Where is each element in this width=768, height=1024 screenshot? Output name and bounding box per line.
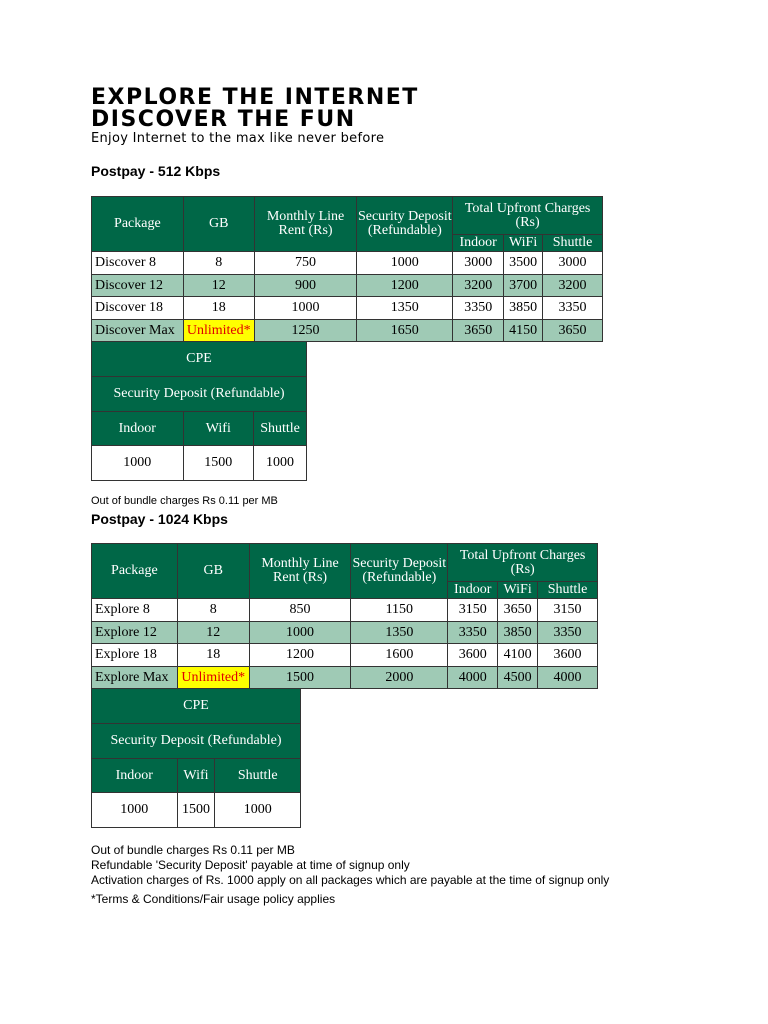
cell-package: Explore 8 <box>92 599 178 622</box>
col-header-indoor: Indoor <box>453 235 504 252</box>
table-row <box>92 599 598 622</box>
cpe-title: CPE <box>92 689 301 724</box>
col-header-gb: GB <box>183 197 254 252</box>
cell-gb: 8 <box>183 252 254 275</box>
cell-package: Discover 12 <box>92 275 184 297</box>
cell-gb: 12 <box>183 275 254 297</box>
cell-deposit: 1150 <box>351 599 448 622</box>
cell-package: Explore 18 <box>92 644 178 667</box>
footer-note-deposit: Refundable 'Security Deposit' payable at time of signup only <box>91 858 410 872</box>
cpe-table-1024 <box>91 688 301 828</box>
section-title-512: Postpay - 512 Kbps <box>91 163 221 179</box>
cell-package: Explore 12 <box>92 622 178 644</box>
cell-rent: 750 <box>254 252 357 275</box>
cell-deposit: 1200 <box>357 275 453 297</box>
cell-package: Discover 18 <box>92 297 184 320</box>
cpe-header-indoor: Indoor <box>92 759 178 793</box>
cpe-header-wifi: Wifi <box>177 759 215 793</box>
table-row <box>92 275 603 297</box>
headline-discover: DISCOVER THE FUN <box>91 107 356 132</box>
cell-indoor: 3650 <box>453 320 504 342</box>
cell-deposit: 2000 <box>351 667 448 689</box>
cell-deposit: 1600 <box>351 644 448 667</box>
cell-deposit: 1350 <box>351 622 448 644</box>
table-row <box>92 297 603 320</box>
cell-deposit: 1350 <box>357 297 453 320</box>
cell-shuttle: 3350 <box>543 297 603 320</box>
cpe-table-512 <box>91 341 307 481</box>
cpe-header-indoor: Indoor <box>92 412 184 446</box>
cell-indoor: 4000 <box>448 667 498 689</box>
cpe-value-wifi: 1500 <box>177 793 215 828</box>
table-row <box>92 252 603 275</box>
cell-indoor: 3600 <box>448 644 498 667</box>
table-row <box>92 667 598 689</box>
cell-shuttle: 3650 <box>543 320 603 342</box>
cpe-header-wifi: Wifi <box>183 412 254 446</box>
cpe-deposit-header: Security Deposit (Refundable) <box>92 377 307 412</box>
col-header-upfront: Total Upfront Charges (Rs) <box>453 197 603 235</box>
cell-wifi: 4100 <box>498 644 538 667</box>
cell-deposit: 1000 <box>357 252 453 275</box>
tagline: Enjoy Internet to the max like never before <box>91 131 385 146</box>
cell-gb-unlimited: Unlimited* <box>177 667 249 689</box>
col-header-shuttle: Shuttle <box>543 235 603 252</box>
cpe-value-shuttle: 1000 <box>254 446 307 481</box>
cell-gb: 12 <box>177 622 249 644</box>
col-header-shuttle: Shuttle <box>538 582 598 599</box>
table-row <box>92 622 598 644</box>
cell-indoor: 3200 <box>453 275 504 297</box>
cell-wifi: 3850 <box>498 622 538 644</box>
col-header-indoor: Indoor <box>448 582 498 599</box>
cell-rent: 1250 <box>254 320 357 342</box>
table-row <box>92 644 598 667</box>
table-row <box>92 320 603 342</box>
cell-gb: 8 <box>177 599 249 622</box>
col-header-wifi: WiFi <box>504 235 543 252</box>
table-header-row <box>92 544 598 582</box>
cell-package: Discover 8 <box>92 252 184 275</box>
cpe-value-wifi: 1500 <box>183 446 254 481</box>
cell-indoor: 3350 <box>448 622 498 644</box>
col-header-deposit: Security Deposit (Refundable) <box>357 197 453 252</box>
cell-wifi: 3700 <box>504 275 543 297</box>
pricing-table-1024 <box>91 543 598 689</box>
col-header-package: Package <box>92 197 184 252</box>
cpe-value-indoor: 1000 <box>92 446 184 481</box>
cell-rent: 1500 <box>249 667 351 689</box>
col-header-deposit: Security Deposit (Refundable) <box>351 544 448 599</box>
cell-rent: 1000 <box>249 622 351 644</box>
cell-shuttle: 3600 <box>538 644 598 667</box>
table-header-row <box>92 197 603 235</box>
col-header-rent: Monthly Line Rent (Rs) <box>249 544 351 599</box>
col-header-gb: GB <box>177 544 249 599</box>
cpe-title: CPE <box>92 342 307 377</box>
cell-indoor: 3000 <box>453 252 504 275</box>
cell-shuttle: 3200 <box>543 275 603 297</box>
footer-note-bundle: Out of bundle charges Rs 0.11 per MB <box>91 843 295 857</box>
cpe-value-shuttle: 1000 <box>215 793 301 828</box>
cell-shuttle: 4000 <box>538 667 598 689</box>
col-header-wifi: WiFi <box>498 582 538 599</box>
cell-deposit: 1650 <box>357 320 453 342</box>
cpe-deposit-header: Security Deposit (Refundable) <box>92 724 301 759</box>
section-title-1024: Postpay - 1024 Kbps <box>91 511 228 527</box>
footer-note-terms: *Terms & Conditions/Fair usage policy applies <box>91 892 336 906</box>
cell-package: Explore Max <box>92 667 178 689</box>
pricing-table-512 <box>91 196 603 342</box>
cell-gb-unlimited: Unlimited* <box>183 320 254 342</box>
cell-rent: 1200 <box>249 644 351 667</box>
cell-rent: 1000 <box>254 297 357 320</box>
cell-shuttle: 3350 <box>538 622 598 644</box>
cell-rent: 850 <box>249 599 351 622</box>
cell-rent: 900 <box>254 275 357 297</box>
cell-indoor: 3350 <box>453 297 504 320</box>
cell-wifi: 3650 <box>498 599 538 622</box>
footer-note-activation: Activation charges of Rs. 1000 apply on all packages which are payable at the time of signup only <box>91 873 610 887</box>
cpe-value-indoor: 1000 <box>92 793 178 828</box>
cell-indoor: 3150 <box>448 599 498 622</box>
col-header-package: Package <box>92 544 178 599</box>
headline-explore: EXPLORE THE INTERNET <box>91 85 419 110</box>
cell-shuttle: 3150 <box>538 599 598 622</box>
cell-package: Discover Max <box>92 320 184 342</box>
cell-wifi: 3850 <box>504 297 543 320</box>
cell-gb: 18 <box>183 297 254 320</box>
cpe-header-shuttle: Shuttle <box>215 759 301 793</box>
cell-wifi: 4500 <box>498 667 538 689</box>
cpe-header-shuttle: Shuttle <box>254 412 307 446</box>
cell-wifi: 4150 <box>504 320 543 342</box>
col-header-upfront: Total Upfront Charges (Rs) <box>448 544 598 582</box>
cell-wifi: 3500 <box>504 252 543 275</box>
bundle-note-512: Out of bundle charges Rs 0.11 per MB <box>91 495 278 507</box>
cell-gb: 18 <box>177 644 249 667</box>
cell-shuttle: 3000 <box>543 252 603 275</box>
col-header-rent: Monthly Line Rent (Rs) <box>254 197 357 252</box>
